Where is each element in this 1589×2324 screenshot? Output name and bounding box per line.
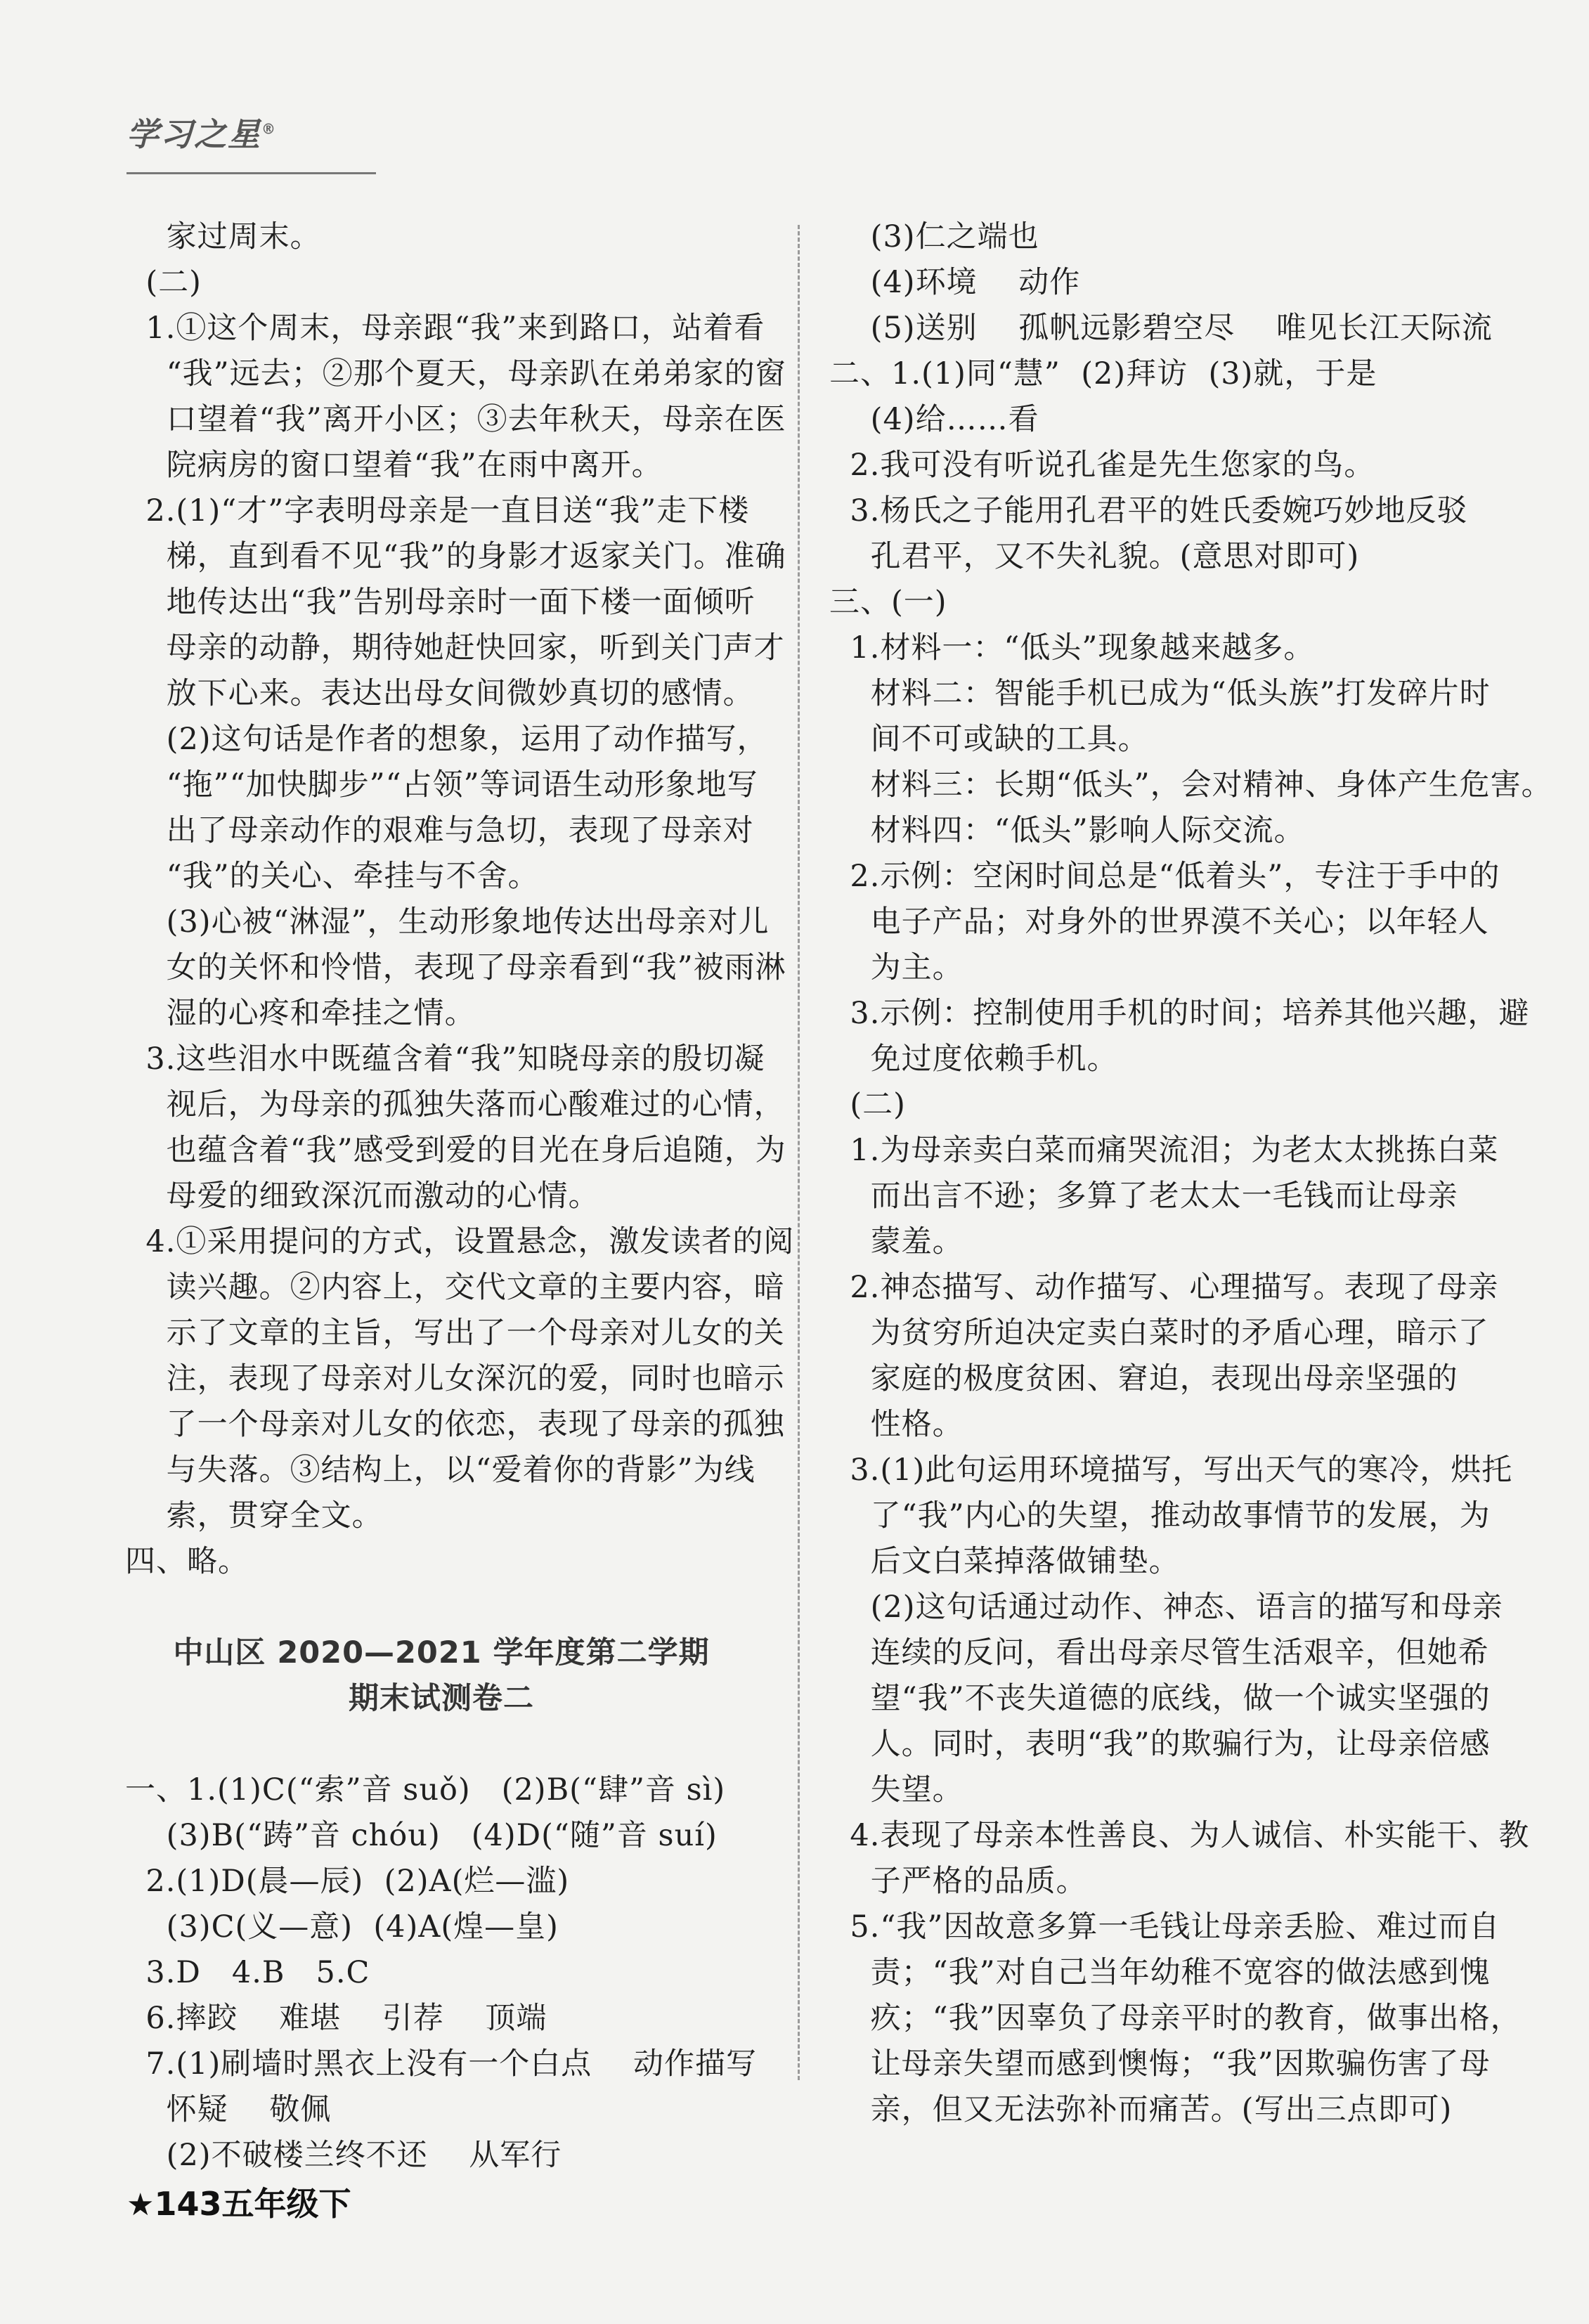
text-line: 放下心来。表达出母女间微妙真切的感情。: [125, 676, 754, 711]
page-footer: [127, 2179, 351, 2225]
text-line: “我”远去；②那个夏天，母亲趴在弟弟家的窗: [125, 356, 786, 391]
text-line: 也蕴含着“我”感受到爱的目光在身后追随，为: [125, 1133, 786, 1168]
text-line: (2)这句话是作者的想象，运用了动作描写，: [125, 722, 768, 757]
text-line: “我”的关心、牵挂与不舍。: [125, 859, 539, 894]
text-line: 索，贯穿全文。: [125, 1498, 383, 1533]
text-line: 子严格的品质。: [829, 1864, 1087, 1899]
text-line: 4.①采用提问的方式，设置悬念，激发读者的阅: [125, 1224, 795, 1259]
text-line: 让母亲失望而感到懊悔；“我”因欺骗伤害了母: [829, 2046, 1491, 2082]
text-line: (3)仁之端也: [829, 219, 1039, 254]
text-line: 怀疑 敬佩: [125, 2092, 332, 2127]
page-header: [127, 109, 380, 172]
text-line: (3)B(“踌”音 chóu) (4)D(“随”音 suí): [125, 1818, 718, 1853]
text-line: 免过度依赖手机。: [829, 1041, 1118, 1077]
text-line: (4)给……看: [829, 402, 1039, 437]
text-line: 电子产品；对身外的世界漠不关心；以年轻人: [829, 904, 1489, 940]
brand-logo: 学习之星®: [127, 115, 277, 153]
text-line: (2)不破楼兰终不还 从军行: [125, 2138, 562, 2173]
text-line: 2.神态描写、动作描写、心理描写。表现了母亲: [829, 1270, 1499, 1305]
text-line: 为贫穷所迫决定卖白菜时的矛盾心理，暗示了: [829, 1316, 1489, 1351]
column-divider: [798, 225, 800, 2080]
text-line: 湿的心疼和牵挂之情。: [125, 996, 476, 1031]
text-line: 3.D 4.B 5.C: [125, 1955, 370, 1990]
text-line: 2.示例：空闲时间总是“低着头”，专注于手中的: [829, 859, 1500, 894]
text-line: 望“我”不丧失道德的底线，做一个诚实坚强的: [829, 1681, 1491, 1716]
text-line: 3.示例：控制使用手机的时间；培养其他兴趣，避: [829, 996, 1530, 1031]
text-line: 1.材料一：“低头”现象越来越多。: [829, 630, 1315, 666]
text-line: 母亲的动静，期待她赶快回家，听到关门声才: [125, 630, 785, 666]
text-line: 7.(1)刷墙时黑衣上没有一个白点 动作描写: [125, 2046, 757, 2082]
text-line: (二): [125, 265, 202, 300]
text-line: 视后，为母亲的孤独失落而心酸难过的心情，: [125, 1087, 785, 1122]
text-line: [125, 1722, 758, 1767]
text-line: (二): [829, 1087, 906, 1122]
left-column: [125, 214, 795, 2179]
text-line: 3.(1)此句运用环境描写，写出天气的寒冷，烘托: [829, 1453, 1513, 1488]
text-line: (5)送别 孤帆远影碧空尽 唯见长江天际流: [829, 311, 1493, 346]
text-line: 家庭的极度贫困、窘迫，表现出母亲坚强的: [829, 1361, 1458, 1396]
text-line: 2.(1)“才”字表明母亲是一直目送“我”走下楼: [125, 493, 750, 528]
text-line: 4.表现了母亲本性善良、为人诚信、朴实能干、教: [829, 1818, 1530, 1853]
text-line: 亲，但又无法弥补而痛苦。(写出三点即可): [829, 2092, 1453, 2127]
text-line: 梯，直到看不见“我”的身影才返家关门。准确: [125, 539, 786, 574]
text-line: 而出言不逊；多算了老太太一毛钱而让母亲: [829, 1179, 1458, 1214]
star-icon: ★: [127, 2187, 155, 2223]
text-line: 家过周末。: [125, 219, 321, 254]
text-line: (3)C(义—意) (4)A(煌—皇): [125, 1909, 559, 1945]
text-line: 示了文章的主旨，写出了一个母亲对儿女的关: [125, 1316, 785, 1351]
text-line: [125, 1585, 758, 1630]
text-line: 蒙羞。: [829, 1224, 964, 1259]
text-line: 疚；“我”因辜负了母亲平时的教育，做事出格，: [829, 2001, 1522, 2036]
grade-label: 五年级下: [221, 2185, 351, 2223]
text-line: 孔君平，又不失礼貌。(意思对即可): [829, 539, 1360, 574]
text-line: 间不可或缺的工具。: [829, 722, 1149, 757]
text-line: 材料三：长期“低头”，会对精神、身体产生危害。: [829, 767, 1552, 803]
text-line: 了“我”内心的失望，推动故事情节的发展，为: [829, 1498, 1491, 1533]
text-line: 失望。: [829, 1772, 964, 1807]
text-line: 3.杨氏之子能用孔君平的姓氏委婉巧妙地反驳: [829, 493, 1468, 528]
text-line: 性格。: [829, 1407, 964, 1442]
text-line: 材料二：智能手机已成为“低头族”打发碎片时: [829, 676, 1491, 711]
text-line: (4)环境 动作: [829, 265, 1081, 300]
text-line: 出了母亲动作的艰难与急切，表现了母亲对: [125, 813, 754, 848]
text-line: 了一个母亲对儿女的依恋，表现了母亲的孤独: [125, 1407, 785, 1442]
text-line: 6.摔跤 难堪 引荐 顶端: [125, 2001, 547, 2036]
text-line: 5.“我”因故意多算一毛钱让母亲丢脸、难过而自: [829, 1909, 1500, 1945]
text-line: 2.我可没有听说孔雀是先生您家的鸟。: [829, 448, 1375, 483]
text-line: 三、(一): [829, 585, 947, 620]
right-column: [829, 214, 1552, 2133]
text-line: 与失落。③结构上，以“爱着你的背影”为线: [125, 1453, 755, 1488]
page-number: 143: [154, 2185, 222, 2223]
text-line: 3.这些泪水中既蕴含着“我”知晓母亲的殷切凝: [125, 1041, 765, 1077]
header-rule: [127, 172, 376, 174]
text-line: 二、1.(1)同“慧” (2)拜访 (3)就，于是: [829, 356, 1377, 391]
text-line: 院病房的窗口望着“我”在雨中离开。: [125, 448, 663, 483]
text-line: (2)这句话通过动作、神态、语言的描写和母亲: [829, 1590, 1503, 1625]
text-line: 1.①这个周末，母亲跟“我”来到路口，站着看: [125, 311, 765, 346]
text-line: 中山区 2020—2021 学年度第二学期: [173, 1635, 710, 1670]
text-line: 女的关怀和怜惜，表现了母亲看到“我”被雨淋: [125, 950, 786, 985]
text-line: 母爱的细致深沉而激动的心情。: [125, 1179, 599, 1214]
text-line: 后文白菜掉落做铺垫。: [829, 1544, 1180, 1579]
text-line: 1.为母亲卖白菜而痛哭流泪；为老太太挑拣白菜: [829, 1133, 1499, 1168]
text-line: 材料四：“低头”影响人际交流。: [829, 813, 1305, 848]
text-line: 责；“我”对自己当年幼稚不宽容的做法感到愧: [829, 1955, 1491, 1990]
text-line: 期末试测卷二: [349, 1681, 534, 1716]
text-line: 注，表现了母亲对儿女深沉的爱，同时也暗示: [125, 1361, 785, 1396]
text-line: 口望着“我”离开小区；③去年秋天，母亲在医: [125, 402, 786, 437]
text-line: 2.(1)D(晨—辰) (2)A(烂—滥): [125, 1864, 570, 1899]
text-line: 人。同时，表明“我”的欺骗行为，让母亲倍感: [829, 1727, 1491, 1762]
text-line: 连续的反问，看出母亲尽管生活艰辛，但她希: [829, 1635, 1489, 1670]
text-line: 一、1.(1)C(“索”音 suǒ) (2)B(“肆”音 sì): [125, 1772, 726, 1807]
text-line: 地传达出“我”告别母亲时一面下楼一面倾听: [125, 585, 755, 620]
text-line: 为主。: [829, 950, 964, 985]
text-line: (3)心被“淋湿”，生动形象地传达出母亲对儿: [125, 904, 770, 940]
text-line: 读兴趣。②内容上，交代文章的主要内容，暗: [125, 1270, 785, 1305]
text-line: 四、略。: [125, 1544, 249, 1579]
text-line: “拖”“加快脚步”“占领”等词语生动形象地写: [125, 767, 758, 803]
